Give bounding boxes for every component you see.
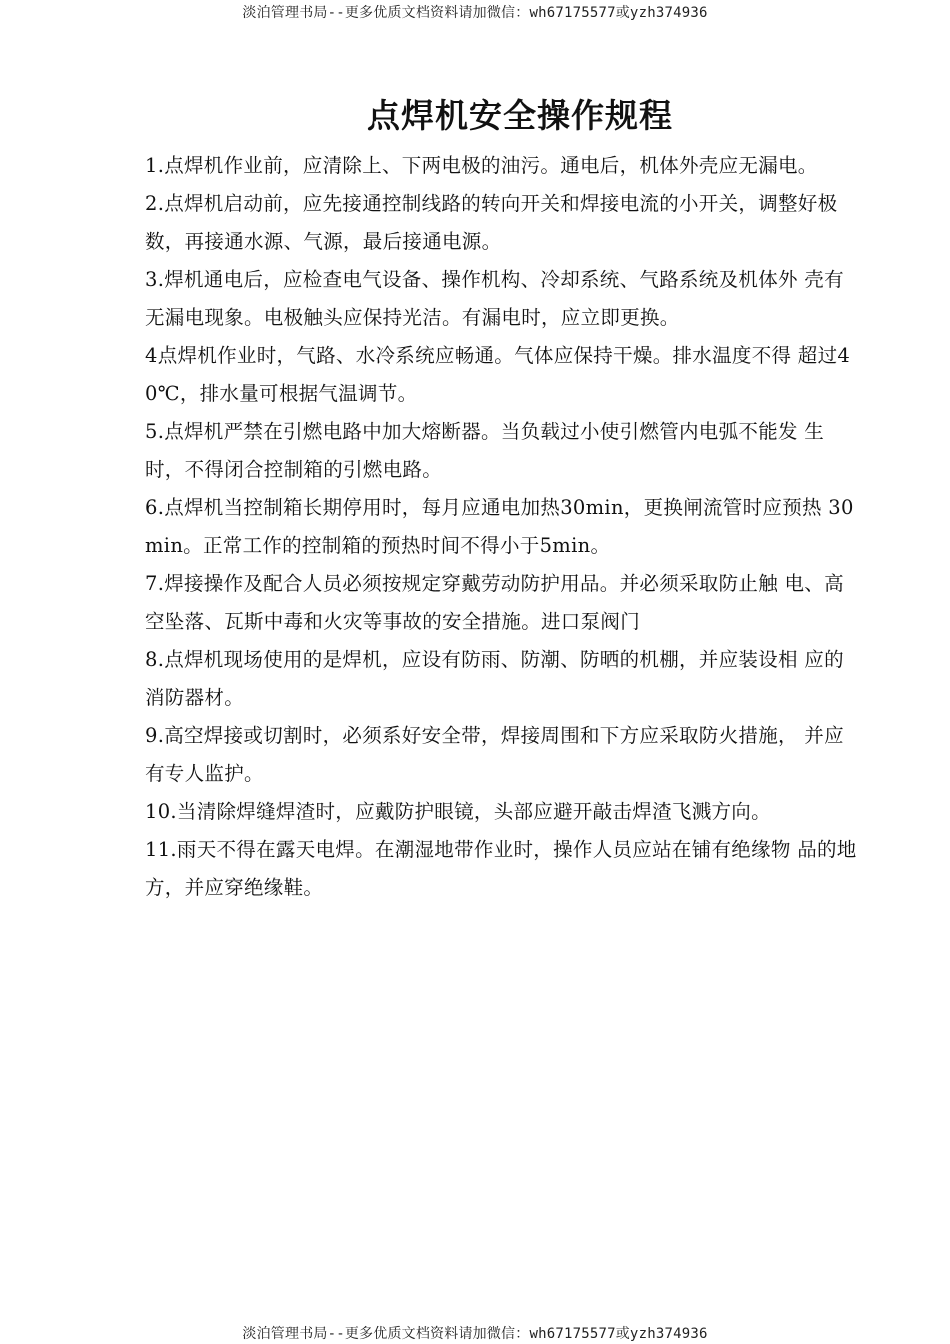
rule-item: 6.点焊机当控制箱长期停用时，每月应通电加热30min，更换闸流管时应预热 30min。正常工作的控制箱的预热时间不得小于5min。 xyxy=(145,496,854,557)
page-header: 淡泊管理书局--更多优质文档资料请加微信：wh67175577或yzh374936 xyxy=(242,5,708,21)
rules-list xyxy=(145,147,860,907)
document-title: 点焊机安全操作规程 xyxy=(367,96,673,135)
page-footer: 淡泊管理书局--更多优质文档资料请加微信：wh67175577或yzh374936 xyxy=(242,1326,708,1342)
rule-item: 8.点焊机现场使用的是焊机，应设有防雨、防潮、防晒的机棚，并应装设相 应的消防器材。 xyxy=(145,648,844,709)
rule-item: 4点焊机作业时，气路、水冷系统应畅通。气体应保持干燥。排水温度不得 超过40℃，排水量可根据气温调节。 xyxy=(145,344,851,405)
rule-item: 3.焊机通电后，应检查电气设备、操作机构、冷却系统、气路系统及机体外 壳有无漏电现象。电极触头应保持光洁。有漏电时，应立即更换。 xyxy=(145,268,844,329)
rule-item: 5.点焊机严禁在引燃电路中加大熔断器。当负载过小使引燃管内电弧不能发 生时，不得闭合控制箱的引燃电路。 xyxy=(145,420,825,481)
rule-item: 10.当清除焊缝焊渣时，应戴防护眼镜，头部应避开敲击焊渣飞溅方向。 xyxy=(145,800,771,823)
rule-item: 1.点焊机作业前，应清除上、下两电极的油污。通电后，机体外壳应无漏电。 xyxy=(145,154,818,177)
rule-item: 2.点焊机启动前，应先接通控制线路的转向开关和焊接电流的小开关，调整好极数，再接通水源、气源，最后接通电源。 xyxy=(145,192,838,253)
rule-item: 7.焊接操作及配合人员必须按规定穿戴劳动防护用品。并必须采取防止触 电、高空坠落、瓦斯中毒和火灾等事故的安全措施。进口泵阀门 xyxy=(145,572,844,633)
rule-item: 11.雨天不得在露天电焊。在潮湿地带作业时，操作人员应站在铺有绝缘物 品的地方，并应穿绝缘鞋。 xyxy=(145,838,857,899)
rule-item: 9.高空焊接或切割时，必须系好安全带，焊接周围和下方应采取防火措施， 并应有专人监护。 xyxy=(145,724,844,785)
